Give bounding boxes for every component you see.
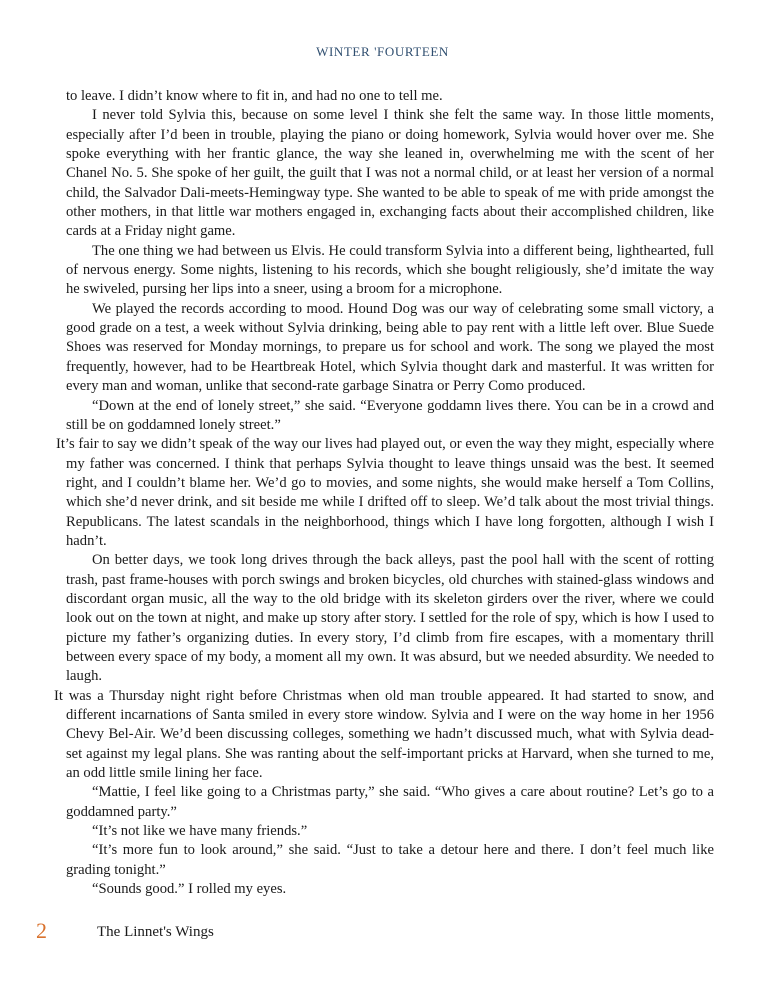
- paragraph: I never told Sylvia this, because on some level I think she felt the same way. In those little moments, especially after I’d been in trouble, playing the piano or doing homework, Sylvia would hover over me. She spoke everything with her frantic glance, the way she leaned in, overwhelming me with the scent of her Chanel No. 5. She spoke of her guilt, the guilt that I was not a normal child, or at least her version of a normal child, the Salvador Dali-meets-Hemingway type. She wanted to be able to speak of me with pride amongst the other mothers, in that little war mothers engaged in, exchanging facts about their accomplished children, like cards at a Friday night game.: [66, 107, 714, 240]
- paragraph: “It’s not like we have many friends.”: [92, 823, 308, 840]
- paragraph: “Mattie, I feel like going to a Christmas party,” she said. “Who gives a care about routine? Let’s go to a goddamned party.”: [66, 784, 714, 820]
- paragraph: On better days, we took long drives through the back alleys, past the pool hall with the scent of rotting trash, past frame-houses with porch swings and broken bicycles, old churches with stained-glass windows and discordant organ music, all the way to the old bridge with its skeleton girders over the river, where we could look out on the town at night, and make up story after story. I settled for the role of spy, which is how I used to picture my father’s organizing duties. In every story, I’d climb from fire escapes, with a momentary thrill between every space of my body, a moment all my own. It was absurd, but we needed absurdity. We needed to laugh.: [66, 552, 714, 685]
- page-number: 2: [36, 918, 47, 943]
- publication-title: The Linnet's Wings: [97, 924, 214, 940]
- paragraph: The one thing we had between us Elvis. He could transform Sylvia into a different being, lighthearted, full of nervous energy. Some nights, listening to his records, which she bought religiously, she’d imitate the way he swiveled, pursing her lips into a sneer, using a broom for a microphone.: [66, 242, 714, 298]
- paragraph: We played the records according to mood. Hound Dog was our way of celebrating some small victory, a good grade on a test, a week without Sylvia drinking, being able to pay rent with a little left over. Blue Suede Shoes was reserved for Monday mornings, to prepare us for school and work. The song we played the most frequently, however, had to be Heartbreak Hotel, which Sylvia thought dark and masterful. It was written for every man and woman, unlike that second-rate garbage Sinatra or Perry Como produced.: [66, 300, 714, 395]
- running-header: WINTER 'FOURTEEN: [316, 44, 449, 59]
- body-text: [54, 87, 714, 899]
- paragraph: to leave. I didn’t know where to fit in, and had no one to tell me.: [66, 88, 443, 104]
- paragraph: It was a Thursday night right before Christmas when old man trouble appeared. It had started to snow, and different incarnations of Santa smiled in every store window. Sylvia and I were on the way home in her 1956 Chevy Bel-Air. We’d been discussing colleges, something we hadn’t discussed much, what with Sylvia dead-set against my legal plans. She was ranting about the self-important pricks at Harvard, when she turned to me, an odd little smile lining her face.: [54, 687, 714, 782]
- paragraph: It’s fair to say we didn’t speak of the way our lives had played out, or even the way they might, especially where my father was concerned. I think that perhaps Sylvia thought to leave things unsaid was the best. It seemed right, and I couldn’t blame her. We’d go to movies, and some nights, she would make herself a Tom Collins, which she’d never drink, and sit beside me while I drifted off to sleep. We’d talk about the most trivial things. Republicans. The latest scandals in the neighborhood, things which I have long forgotten, although I wish I hadn’t.: [56, 436, 714, 549]
- paragraph: “It’s more fun to look around,” she said. “Just to take a detour here and there. I don’t feel much like grading tonight.”: [66, 842, 714, 878]
- paragraph: “Down at the end of lonely street,” she said. “Everyone goddamn lives there. You can be in a crowd and still be on goddamned lonely street.”: [66, 397, 714, 433]
- paragraph: “Sounds good.” I rolled my eyes.: [92, 881, 287, 898]
